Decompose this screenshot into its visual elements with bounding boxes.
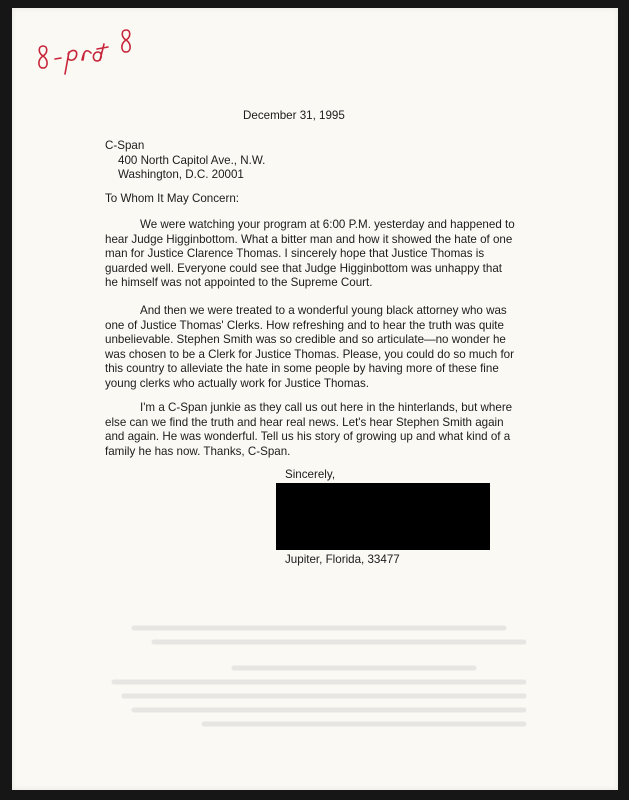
paragraph-line: unbelievable. Stephen Smith was so credible and so articulate—no wonder he [105, 333, 506, 347]
paragraph-line: man for Justice Clarence Thomas. I sincerely hope that Justice Thomas is [105, 247, 485, 261]
handwritten-note-drawing [34, 26, 154, 76]
paragraph-3 [105, 401, 535, 459]
redaction-box [276, 483, 490, 550]
paragraph-line: I'm a C-Span junkie as they call us out here in the hinterlands, but where [140, 401, 513, 414]
paragraph-line: he himself was not appointed to the Supreme Court. [105, 276, 373, 290]
paragraph-2 [105, 304, 535, 392]
paragraph-line: guarded well. Everyone could see that Judge Higginbottom was unhappy that [105, 261, 503, 275]
handwritten-note [34, 26, 154, 76]
sender-location: Jupiter, Florida, 33477 [285, 553, 400, 566]
paragraph-line: young clerks who actually work for Justice Thomas. [105, 376, 369, 390]
letter-date: December 31, 1995 [243, 109, 345, 122]
paragraph-line: And then we were treated to a wonderful young black attorney who was [140, 304, 507, 317]
bleed-through-texture [104, 620, 534, 733]
recipient-city: Washington, D.C. 20001 [118, 168, 244, 182]
paragraph-line: one of Justice Thomas' Clerks. How refreshing and to hear the truth was quite [105, 318, 504, 332]
salutation: To Whom It May Concern: [105, 192, 240, 205]
closing: Sincerely, [285, 468, 336, 481]
recipient-name: C-Span [105, 139, 145, 152]
paragraph-line: family he has now. Thanks, C-Span. [105, 444, 291, 458]
paragraph-line: this country to alleviate the hate in some people by having more of these fine [105, 362, 499, 376]
paragraph-line: hear Judge Higginbottom. What a bitter man and how it showed the hate of one [105, 232, 513, 246]
recipient-address [105, 139, 265, 183]
paragraph-line: was chosen to be a Clerk for Justice Thomas. Please, you could do so much for [105, 347, 514, 361]
paragraph-1 [105, 218, 535, 291]
paragraph-line: and again. He was wonderful. Tell us his story of growing up and what kind of a [105, 430, 511, 444]
paragraph-line: else can we find the truth and hear real news. Let's hear Stephen Smith again [105, 415, 504, 429]
letter-page [12, 8, 618, 790]
paragraph-line: We were watching your program at 6:00 P.M. yesterday and happened to [140, 218, 515, 231]
recipient-street: 400 North Capitol Ave., N.W. [118, 153, 266, 167]
bleed-through-lines [104, 620, 534, 730]
